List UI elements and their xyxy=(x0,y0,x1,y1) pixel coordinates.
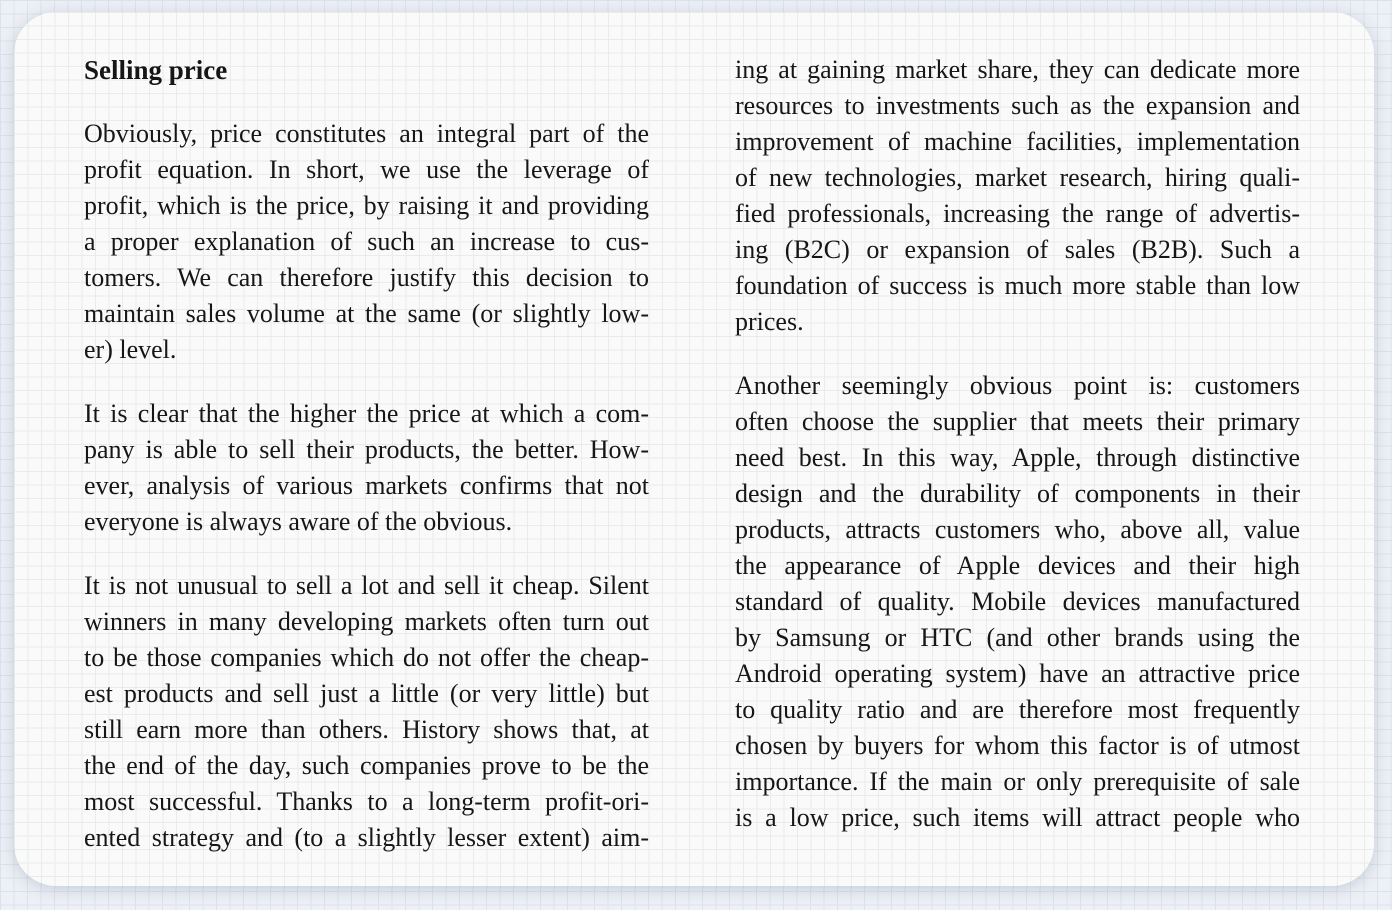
text-line: foundation of success is much more stable than low xyxy=(735,271,1300,300)
text-line: a proper explanation of such an increase to cus- xyxy=(84,227,649,256)
text-line: tomers. We can therefore justify this decision to xyxy=(84,263,649,292)
text-line: of new technologies, market research, hiring quali- xyxy=(735,163,1300,192)
text-line: Obviously, price constitutes an integral part of the xyxy=(84,119,649,148)
left-column xyxy=(84,52,649,886)
text-line: products, attracts customers who, above all, value xyxy=(735,515,1300,544)
text-line: most successful. Thanks to a long-term profit-ori- xyxy=(84,787,649,816)
text-line: resources to investments such as the expansion and xyxy=(735,91,1300,120)
text-line: the appearance of Apple devices and their high xyxy=(735,551,1300,580)
text-line: still earn more than others. History shows that, at xyxy=(84,715,649,744)
text-line: improvement of machine facilities, implementation xyxy=(735,127,1300,156)
section-heading-block xyxy=(84,52,649,88)
paragraph xyxy=(84,568,649,856)
text-line: need best. In this way, Apple, through distinctive xyxy=(735,443,1300,472)
text-line: est products and sell just a little (or very little) but xyxy=(84,679,649,708)
text-line: maintain sales volume at the same (or slightly low- xyxy=(84,299,649,328)
text-line: the end of the day, such companies prove to be the xyxy=(84,751,649,780)
text-line: er) level. xyxy=(84,335,177,364)
text-line: ented strategy and (to a slightly lesser extent) aim- xyxy=(84,823,649,852)
paragraph xyxy=(84,116,649,368)
text-line: everyone is always aware of the obvious. xyxy=(84,507,513,536)
text-line: profit equation. In short, we use the leverage of xyxy=(84,155,649,184)
text-line: by Samsung or HTC (and other brands using the xyxy=(735,623,1300,652)
text-line: design and the durability of components in their xyxy=(735,479,1300,508)
text-line: winners in many developing markets often turn out xyxy=(84,607,649,636)
section-heading: Selling price xyxy=(84,55,228,85)
text-line: Android operating system) have an attractive price xyxy=(735,659,1300,688)
text-line: importance. If the main or only prerequisite of sale xyxy=(735,767,1300,796)
book-page xyxy=(14,12,1374,886)
text-line: fied professionals, increasing the range of advertis- xyxy=(735,199,1300,228)
text-line: prices. xyxy=(735,307,804,336)
text-line: It is not unusual to sell a lot and sell it cheap. Silent xyxy=(84,571,649,600)
text-line: chosen by buyers for whom this factor is of utmost xyxy=(735,731,1300,760)
right-column xyxy=(735,52,1300,886)
text-line: often choose the supplier that meets their primary xyxy=(735,407,1300,436)
text-line: It is clear that the higher the price at which a com- xyxy=(84,399,649,428)
paragraph xyxy=(735,52,1300,340)
text-line: to be those companies which do not offer the cheap- xyxy=(84,643,649,672)
text-line: to quality ratio and are therefore most frequently xyxy=(735,695,1300,724)
paragraph xyxy=(84,396,649,540)
paragraph xyxy=(735,368,1300,836)
text-line: ever, analysis of various markets confirms that not xyxy=(84,471,649,500)
text-line: Another seemingly obvious point is: customers xyxy=(735,371,1300,400)
text-line: profit, which is the price, by raising it and providing xyxy=(84,191,649,220)
text-line: ing at gaining market share, they can dedicate more xyxy=(735,55,1300,84)
text-line: ing (B2C) or expansion of sales (B2B). Such a xyxy=(735,235,1300,264)
text-line: is a low price, such items will attract people who xyxy=(735,803,1300,832)
text-line: standard of quality. Mobile devices manufactured xyxy=(735,587,1300,616)
text-line: pany is able to sell their products, the better. How- xyxy=(84,435,649,464)
